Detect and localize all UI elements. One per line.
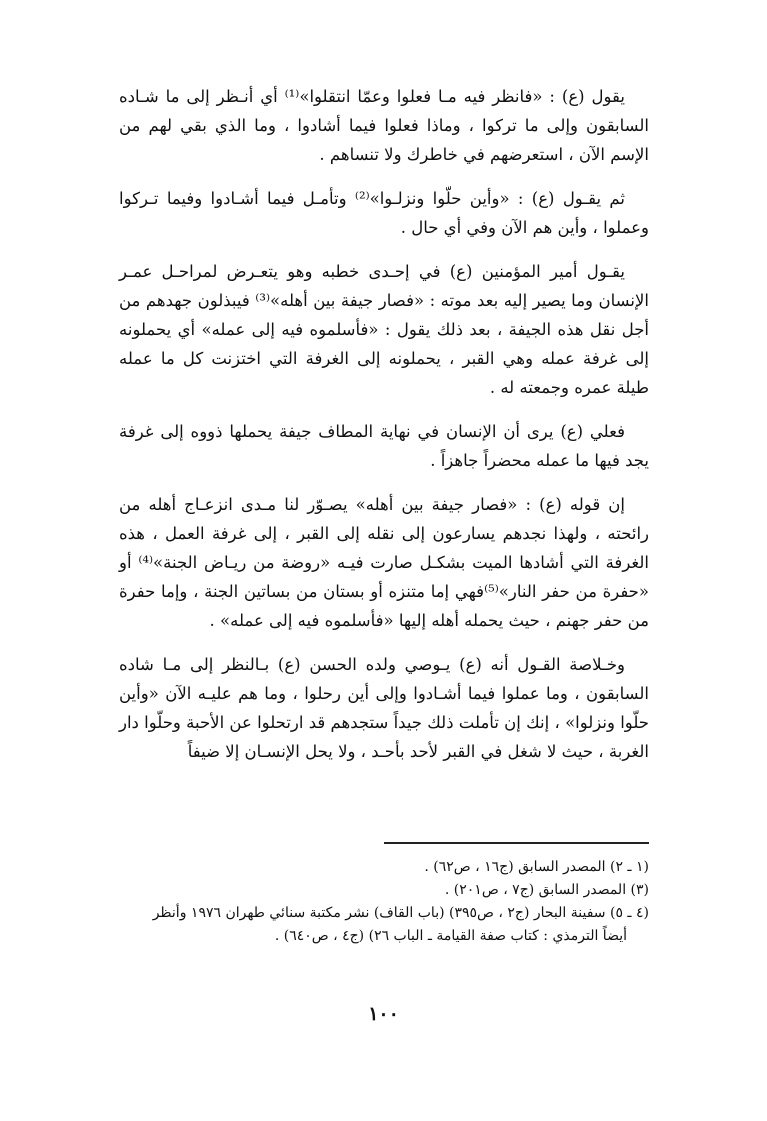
footnote-4-5-continued: أيضاً الترمذي : كتاب صفة القيامة ـ الباب ٢٦) (ج٤ ، ص٦٤٠) . bbox=[274, 928, 627, 944]
page-number: ١٠٠ bbox=[368, 1003, 399, 1025]
paragraph-2: ثم يقـول (ع) : «وأين حلّوا ونزلـوا»⁽²⁾ وتأمـل فيما أشـادوا وفيما تـركوا وعملوا ، وأين هم الآن وفي أي حال . bbox=[119, 189, 649, 237]
paragraph-4: فعلي (ع) يرى أن الإنسان في نهاية المطاف جيفة يحملها ذووه إلى غرفة يجد فيها ما عمله محضراً جاهزاً . bbox=[119, 422, 649, 470]
paragraph-6: وخـلاصة القـول أنه (ع) يـوصي ولده الحسن (ع) بـالنظر إلى مـا شاده السابقون ، وما عملوا فيما أشـادوا وإلى أين رحلوا ، وما هم عليـه الآن «وأين حلّوا ونزلوا» ، إنك إن تأملت ذلك جيداً ستجدهم قد ارتحلوا عن الأحبة وحلّوا دار الغربة ، حيث لا شغل في القبر لأحد بأحـد ، ولا يحل الإنسـان إلا ضيفاً bbox=[119, 655, 649, 761]
paragraph-1: يقول (ع) : «فانظر فيه مـا فعلوا وعمّا انتقلوا»⁽¹⁾ أي أنـظر إلى ما شـاده السابقون وإلى ما تركوا ، وماذا فعلوا فيما أشادوا ، وما الذي بقي لهم من الإسم الآن ، استعرضهم في خاطرك ولا تنساهم . bbox=[119, 87, 649, 164]
footnotes bbox=[114, 856, 649, 948]
paragraph-3: يقـول أمير المؤمنين (ع) في إحـدى خطبه وهو يتعـرض لمراحـل عمـر الإنسان وما يصير إليه بعد موته : «فصار جيفة بين أهله»⁽³⁾ فيبذلون جهدهم من أجل نقل هذه الجيفة ، بعد ذلك يقول : «فأسلموه فيه إلى عمله» أي يحملونه إلى غرفة عمله وهي القبر ، يحملونه إلى الغرفة التي اختزنت كل ما عمله طيلة عمره وجمعته له . bbox=[119, 262, 649, 397]
main-text bbox=[119, 82, 649, 781]
footnote-1-2: (١ ـ ٢) المصدر السابق (ج١٦ ، ص٦٢) . bbox=[424, 859, 649, 875]
footnote-4-5: (٤ ـ ٥) سفينة البحار (ج٢ ، ص٣٩٥) (باب القاف) نشر مكتبة سنائي طهران ١٩٧٦ وأنظر bbox=[152, 905, 649, 921]
footnote-divider bbox=[384, 842, 649, 844]
footnote-3: (٣) المصدر السابق (ج٧ ، ص٢٠١) . bbox=[444, 882, 649, 898]
paragraph-5: إن قوله (ع) : «فصار جيفة بين أهله» يصـوّر لنا مـدى انزعـاج أهله من رائحته ، ولهذا نجدهم يسارعون إلى نقله إلى القبر ، إلى غرفة العمل ، هذه الغرفة التي أشادها الميت بشكـل صارت فيـه «روضة من ريـاض الجنة»⁽⁴⁾ أو «حفرة من حفر النار»⁽⁵⁾فهي إما متنزه أو بستان من بساتين الجنة ، وإما حفرة من حفر جهنم ، حيث يحمله أهله إليها «فأسلموه فيه إلى عمله» . bbox=[119, 495, 649, 630]
